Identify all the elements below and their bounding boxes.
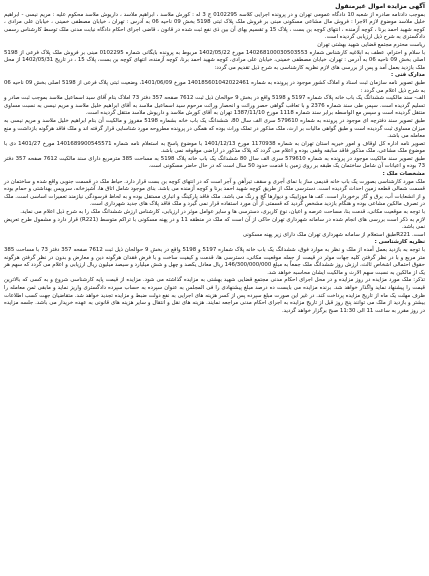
registry-status-paragraph: طبق تصویر نامه سازمان ثبت اسناد و املاک کشور موجود در پرونده به شماره 140185601042022461 مورخ 1401/06/09، وضعیت ثبتی پلاک فرعی از 5198 اصلی بخش 09 ناحیه 06 به شرح ذیل اعلام می گردد : — [4, 79, 425, 94]
addressee-line: ریاست محترم مجتمع قضایی شهید بهشتی تهران — [317, 41, 425, 48]
endowment-inquiry-paragraph: تصویر نامه اداره کل اوقاف و امور خیریه استان تهران به شماره 1170938 مورخ 1401/12/13 با موضوع پاسخ به استعلام نامه شماره 1401689900545571 مورخ 1401/27 دی با موضوع ملک مشاعی، ملک مذکور فاقد سابقه وقفی بوده و اعلام می گردد که پلاک مذکور در اراضی موقوفه نمی باشد. — [4, 140, 425, 155]
greeting-paragraph: با سلام و احترام، عطف به ابلاغیه کارشناس شماره 140268100030503553 مورخ 1402/05/22 مربوط به پرونده بایگانی شماره 0102295 مبنی بر فروش ملک پلاک فرعی از 5198 اصلی بخش 09 ناحیه 06 به آدرس : تهران، خیابان مصطفی خمینی، خیابان علی مرادی، کوچه شهید احمد برنا، کوچه آزمنده، انتهای کوچه بن بست، پلاک 15 ، در تاریخ 1402/05/31 از محل ملک بازدید بعمل آمد و پس از بررسی های لازم نظریه کارشناسی به شرح ذیل تقدیم می گردد: — [4, 49, 426, 71]
valuation-basis-paragraph: با توجه به موقعیت مکانی، قدمت بنا، مساحت عرصه و اعیان، نوع کاربری، دسترسی ها و سایر عوامل موثر در ارزیابی، کارشناس ارزش ششدانگ ملک را به شرح ذیل اعلام می نماید. — [20, 209, 425, 216]
zoning-note-line: است. R221طبق استعلام از سامانه شهرداری تهران ملک دارای زیر پهنه مسکونی — [242, 231, 425, 238]
property-description-paragraph: ملک مورد کارشناسی بصورت یک باب خانه قدیمی ساز با نمای آجری و سقف تیرآهن و آجر است که در انتهای کوچه بن بست قرار دارد. حیاط ملک در قسمت جنوبی واقع شده و ساختمان در قسمت شمالی قطعه زمین احداث گردیده است. دسترسی ملک از طریق کوچه شهید احمد برنا و کوچه آزمنده می باشد. بنای موجود شامل اتاق ها، آشپزخانه، سرویس بهداشتی و حمام بوده و از انشعابات آب، برق و گاز برخوردار است. کف ها موزاییک و دیوارها گچ و رنگ می باشد. ملک فاقد پارکینگ و انباری مستقل بوده و به لحاظ فرسودگی نیازمند تعمیرات اساسی است. ملک در تصرف مالکین مشاعی بوده و هنگام بازدید مشخص گردید که قسمتی از آن مورد استفاده قرار نمی گیرد و ملک فاقد پلاک های جدید شهرداری است. — [4, 178, 425, 208]
technical-documents-heading: مدارک فنی : — [390, 72, 425, 79]
intro-paragraph: بموجب دادنامه صادره از شعبه 10 دادگاه عمومی تهران و در پرونده اجرایی کلاسه 0102295 ج 3 له : کورش ملاسد ، ابراهیم ملاسد ، داریوش ملاسد محکوم علیه : مریم نیسی - ابراهیم خلیل ملاسد موضوع لازم الاجرا : فروش مال مشاعی مسکونی مبنی بر فروش ملک پلاک ثبتی 5198 بخش 09 ناحیه 06 به آدرس : تهران ، خیابان مصطفی خمینی ، خیابان علی مرادی ، کوچه شهید احمد برنا ، کوچه آزمنده ، انتهای کوچه بن بست ، پلاک 15 و تقسیم بهای آن بین ذی نفع ثبت شده در قانون ، قاضی اجرای احکام دادگاه نیابت مدنی ملک توسط کارشناس رسمی دادگستری به شرح ذیل ارزیابی گردیده است. — [4, 11, 426, 41]
notice-title: آگهی مزایده اموال غیرمنقول — [335, 3, 425, 10]
expert-opinion-paragraph: با توجه به بازدید بعمل آمده از ملک و نظر به موارد فوق، ششدانگ یک باب خانه پلاک شماره 5197 و 5198 واقع در بخش 9 حوالحان ذیل ثبت 7612 صفحه 357 دفتر 73 با مساحت 385 متر مربع و با در نظر گرفتن کلیه جهات موثر در قیمت از جمله موقعیت مکانی، دسترسی ها، قدمت و کیفیت ساخت و با فرض فقدان هرگونه دین و معارض و بدون در نظر گرفتن هرگونه حقوق احتمالی اشخاص ثالث، ارزش روز ششدانگ ملک جمعاً به مبلغ 146/300/000/000 ریال معادل یکصد و چهل و شش میلیارد و سیصد میلیون ریال ارزیابی و اعلام می گردد که سهم هر یک از مالکین به نسبت سهم الارث و مالکیت ایشان محاسبه خواهد شد. — [4, 247, 425, 276]
auction-terms-paragraph: تذکر: ملک مورد مزایده در روز مزایده و در محل اجرای احکام مدنی مجتمع قضایی شهید بهشتی به مزایده گذاشته می شود. مزایده از قیمت پایه کارشناسی شروع و به کسی که بالاترین قیمت را پیشنهاد نماید واگذار خواهد شد. برنده مزایده می بایست ده درصد مبلغ پیشنهادی را فی المجلس به عنوان سپرده به حساب سپرده دادگستری واریز نماید و مابقی ثمن معامله را ظرف مهلت یک ماه از تاریخ مزایده پرداخت کند. در غیر این صورت مبلغ سپرده پس از کسر هزینه های اجرایی به نفع دولت ضبط و مزایده تجدید خواهد شد. متقاضیان جهت کسب اطلاعات بیشتر و بازدید از ملک می توانند پنج روز قبل از تاریخ مزایده به اجرای احکام مدنی مراجعه نمایند. هزینه های نقل و انتقال و سایر هزینه های قانونی به عهده خریدار می باشد. جلسه مزایده در روز مقرر به ساعت 11 الی 11:30 صبح برگزار خواهد گردید. — [4, 277, 425, 314]
expert-opinion-heading: نظریه کارشناسی : — [374, 239, 425, 246]
property-specs-heading: مشخصات ملک : — [382, 171, 425, 178]
municipality-zoning-paragraph: لازم به ذکر است بررسی های انجام شده در سامانه شهرداری تهران حاکی از آن است که ملک در منطقه 11 و در پهنه مسکونی با تراکم متوسط (R221) قرار دارد و مشمول طرح تعریض نمی باشد. — [4, 216, 425, 231]
ownership-history-paragraph: الف- سند مالکیت ششدانگ یک باب خانه پلاک شماره 5197 و 5198 واقع در بخش 9 حوالحان ذیل ثبت 7612 صفحه 357 دفتر 73 املاک بنام آقای سید اسماعیل ملاسد بموجب ثبت صادر و تسلیم گردیده است. سپس طی سند شماره 2376 و با تعاقب گواهی حصر وراثت و انحصار وراثت مرحوم سید اسماعیل ملاسد به آقای ابراهیم خلیل ملاسد و مریم نیسی به نسبت مساوی منتقل گردیده است و سپس مع الواسطه برابر سند شماره 1118 مورخ 1387/11/10 تهران به آقای کورش ملاسد و داریوش ملاسد منتقل گردیده است. — [4, 95, 425, 117]
deed-details-paragraph: طبق تصویر سند مالکیت موجود در پرونده به شماره 579610 سری الف سال 80 ششدانگ یک باب خانه پلاک 5198 به مساحت 385 مترمربع دارای سند مالکیت 7612 صفحه 357 دفتر 73 بوده و اعیانات آن شامل ساختمان یک طبقه بر روی زمین با قدمت حدود 50 سال است که در حال حاضر مسکونی است. — [4, 155, 425, 170]
title-deed-paragraph: طبق تصویر سند دفترچه ای موجود در پرونده به شماره 579610 سری الف سال 80، ششدانگ یک باب خانه بشماره 5198 مفروز و مالکیت آن بنام ابراهیم خلیل ملاسد و مریم نیسی به میزان مساوی ثبت گردیده است و طبق گواهی مالیات بر ارث، ملک مذکور در تملک وراث بوده که همگی در پرونده مطروحه مورد شناسایی قرار گرفته اند و ملک فاقد هرگونه بازداشت و منع معامله می باشد. — [4, 117, 425, 140]
